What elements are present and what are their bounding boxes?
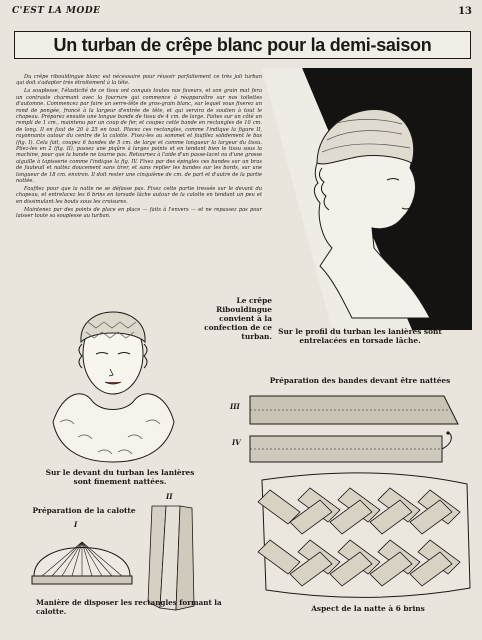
body-paragraph: Du crêpe ribouldingue blanc est nécessaire pour réussir parfaitement ce très joli turban qui doit s'adapter très étroitement à la tête. [16,74,262,87]
figure-label-i: I [74,520,78,529]
front-portrait [48,272,178,468]
body-paragraph: Maintenez par des points de place en place — faits à l'envers — et ne repassez pas pour laisser toute sa souplesse au turban. [16,206,262,220]
magazine-name: C'EST LA MODE [12,6,101,16]
figure-label-iv: IV [232,438,241,447]
figure-label-iii: III [230,402,240,411]
calotte-caption: Préparation de la calotte [32,506,136,515]
body-paragraph: La souplesse, l'élasticité de ce tissu ont conquis toutes nos faveurs, et son grain mat fera un contraste charmant avec la fourrure qui commence à réapparaître sur nos toilettes d'automne. Commencez par faire un serre-tête de gros-grain blanc, sur lequel vous fixerez un rond de pongée, froncé à la largeur d'entrée de tête, et qui servira de soutien à tout le chapeau. Préparez ensuite une longue bande de tissu de 4 cm. de large. Faites sur un côté un rempli de 1 cm., maintenu par un coup de fer, et coupez cette bande en rectangles de 10 cm. de long. Il en faut de 20 à 25 en tout. Placez ces rectangles, comme l'indique la figure II, rayonnants autour du centre de la calotte. Fixez-les au sommet et faufilez solidement le bas (fig. I). Cela fait, coupez 6 bandes de 5 cm. de large et comme longueur la largeur du tissu. Pliez-les en 2 (fig. II), passez une piqûre à larges points et en tendant bien le tissu sous la machine, pour que la bande ne tourne pas. Retournez à l'aide d'un passe-lacet ou d'une grosse aiguille à tapisserie comme l'indique la fig. IV. Fixez par des épingles ces bandes sur un bras de fauteuil et nattez doucement sans tirer, et sans replier les bandes sur les bords, sur une longueur de 18 cm. environ. Il doit rester une cinquième de cm. de part et d'autre de la partie nattée. [16,88,262,184]
title-frame [14,31,471,59]
front-caption: Sur le devant du turban les lanières sont finement nattées. [45,468,195,486]
band-figure-iv [248,430,460,470]
profile-illustration [262,68,472,330]
braid-illustration [252,470,474,602]
profile-caption: Sur le profil du turban les lanières sont entrelacées en torsade lâche. [278,327,442,345]
arrange-caption: Manière de disposer les rectangles formant la calotte. [36,598,222,616]
figure-label-ii: II [166,492,173,501]
riboul-caption: Le crêpe Ribouldingue convient à la confection de ce turban. [204,296,272,341]
body-paragraph: Faufilez pour que la natte ne se défasse pas. Fixez cette partie tressée sur le devant du chapeau, et entrelacez les 6 brins en torsade lâche autour de la calotte en tendant un peu et en dissimulant les bouts sous les croisures. [16,185,262,205]
band-figure-iii [248,392,460,428]
bands-caption: Préparation des bandes devant être nattées [269,376,451,385]
page-number: 13 [458,6,472,17]
calotte-figure-i [30,528,134,588]
braid-caption: Aspect de la natte à 6 brins [311,604,425,613]
article-title: Un turban de crêpe blanc pour la demi-saison [53,34,432,55]
calotte-figure-ii [146,502,198,612]
article-body [16,74,262,221]
